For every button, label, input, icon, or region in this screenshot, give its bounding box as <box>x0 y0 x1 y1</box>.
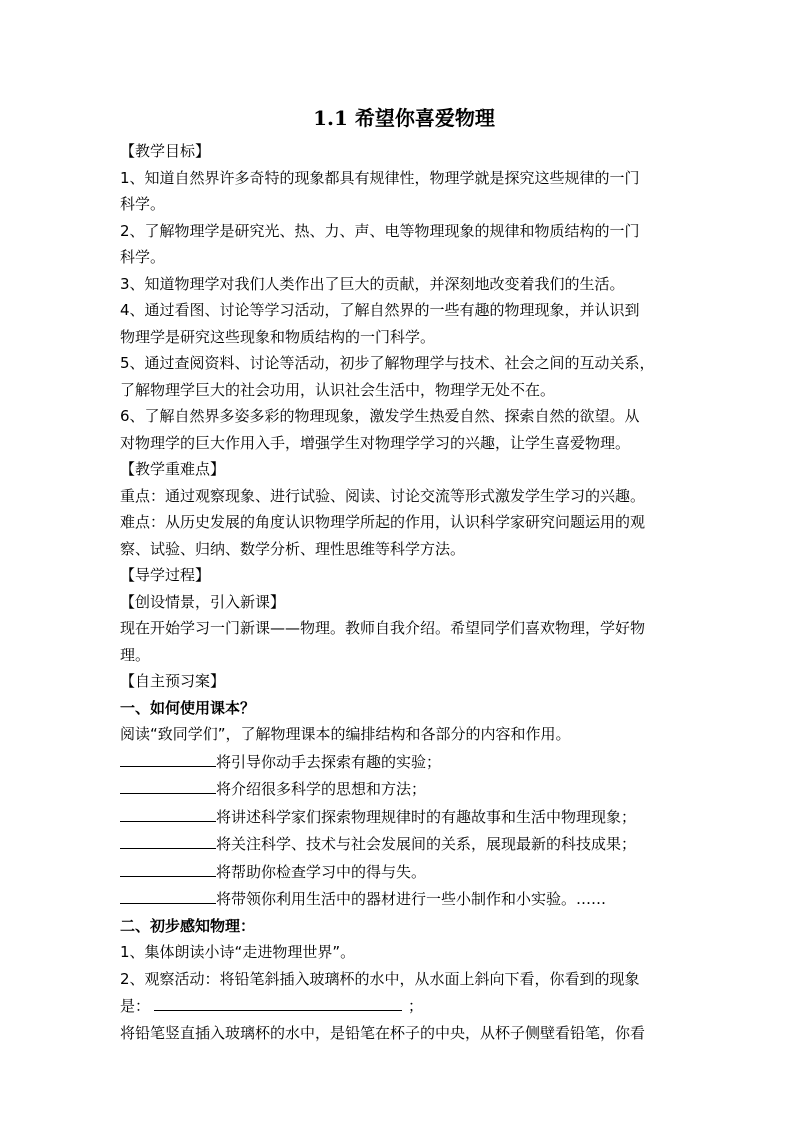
goal-line: 物理学是研究这些现象和物质结构的一门科学。 <box>120 327 436 346</box>
key-points-heading: 【教学重难点】 <box>120 460 226 478</box>
fill-blank-text: 将讲述科学家们探索物理规律时的有趣故事和生活中物理现象； <box>216 807 637 826</box>
observation-blank[interactable] <box>154 992 402 1011</box>
question2-item: 2、观察活动：将铅笔斜插入玻璃杯的水中，从水面上斜向下看，你看到的现象 <box>120 969 640 988</box>
fill-blank-row <box>120 803 680 831</box>
goals-heading: 【教学目标】 <box>120 142 211 160</box>
goal-line: 了解物理学巨大的社会功用，认识社会生活中，物理学无处不在。 <box>120 380 556 399</box>
fill-blank-row <box>120 748 680 776</box>
document-page <box>120 102 680 1046</box>
fill-blank-text: 将引导你动手去探索有趣的实验； <box>216 752 442 771</box>
fill-blank[interactable] <box>120 748 216 767</box>
goal-line: 6、了解自然界多姿多彩的物理现象，激发学生热爱自然、探索自然的欲望。从 <box>120 407 640 425</box>
page-title: 1.1 希望你喜爱物理 <box>313 106 495 130</box>
fill-blank-text: 将关注科学、技术与社会发展间的关系，展现最新的科技成果； <box>216 835 637 853</box>
fill-blank-row <box>120 992 680 1020</box>
fill-blank-row <box>120 830 680 858</box>
fill-blank[interactable] <box>120 830 216 849</box>
key-point-line: 难点：从历史发展的角度认识物理学所起的作用，认识科学家研究问题运用的观 <box>120 513 646 531</box>
question1-intro: 阅读“致同学们”，了解物理课本的编排结构和各部分的内容和作用。 <box>120 725 571 743</box>
goal-line: 科学。 <box>120 248 166 266</box>
fill-blank[interactable] <box>120 885 216 904</box>
question2-heading: 二、初步感知物理： <box>120 916 256 935</box>
fill-blank[interactable] <box>120 775 216 794</box>
fill-blank-prefix: 是： <box>120 997 151 1015</box>
fill-blank-text: 将带领你利用生活中的器材进行一些小制作和小实验。…… <box>216 890 607 908</box>
fill-blank[interactable] <box>120 803 216 822</box>
fill-blank-row <box>120 775 680 803</box>
goal-line: 1、知道自然界许多奇特的现象都具有规律性，物理学就是探究这些规律的一门 <box>120 168 640 187</box>
intro-heading: 【创设情景，引入新课】 <box>120 592 286 611</box>
fill-blank-text: 将帮助你检查学习中的得与失。 <box>216 862 427 881</box>
goal-line: 对物理学的巨大作用入手，增强学生对物理学学习的兴趣，让学生喜爱物理。 <box>120 433 631 452</box>
fill-blank-text: 将介绍很多科学的思想和方法； <box>216 780 427 798</box>
goal-line: 科学。 <box>120 195 166 213</box>
preview-heading: 【自主预习案】 <box>120 672 226 690</box>
goal-line: 2、了解物理学是研究光、热、力、声、电等物理现象的规律和物质结构的一门 <box>120 221 640 240</box>
process-heading: 【导学过程】 <box>120 566 211 584</box>
question1-heading: 一、如何使用课本？ <box>120 698 256 717</box>
intro-line: 理。 <box>120 645 151 664</box>
fill-blank-suffix: ； <box>408 997 424 1015</box>
key-point-line: 重点：通过观察现象、进行试验、阅读、讨论交流等形式激发学生学习的兴趣。 <box>120 486 646 505</box>
goal-line: 3、知道物理学对我们人类作出了巨大的贡献，并深刻地改变着我们的生活。 <box>120 274 625 293</box>
question2-item: 1、集体朗读小诗“走进物理世界”。 <box>120 943 356 961</box>
goal-line: 5、通过查阅资料、讨论等活动，初步了解物理学与技术、社会之间的互动关系， <box>120 354 655 372</box>
question2-item: 将铅笔竖直插入玻璃杯的水中，是铅笔在杯子的中央，从杯子侧壁看铅笔，你看 <box>120 1023 646 1042</box>
intro-line: 现在开始学习一门新课——物理。教师自我介绍。希望同学们喜欢物理，学好物 <box>120 619 646 637</box>
fill-blank[interactable] <box>120 858 216 877</box>
fill-blank-row <box>120 885 680 913</box>
goal-line: 4、通过看图、讨论等学习活动，了解自然界的一些有趣的物理现象，并认识到 <box>120 301 640 319</box>
key-point-line: 察、试验、归纳、数学分析、理性思维等科学方法。 <box>120 539 466 558</box>
fill-blank-row <box>120 858 680 886</box>
